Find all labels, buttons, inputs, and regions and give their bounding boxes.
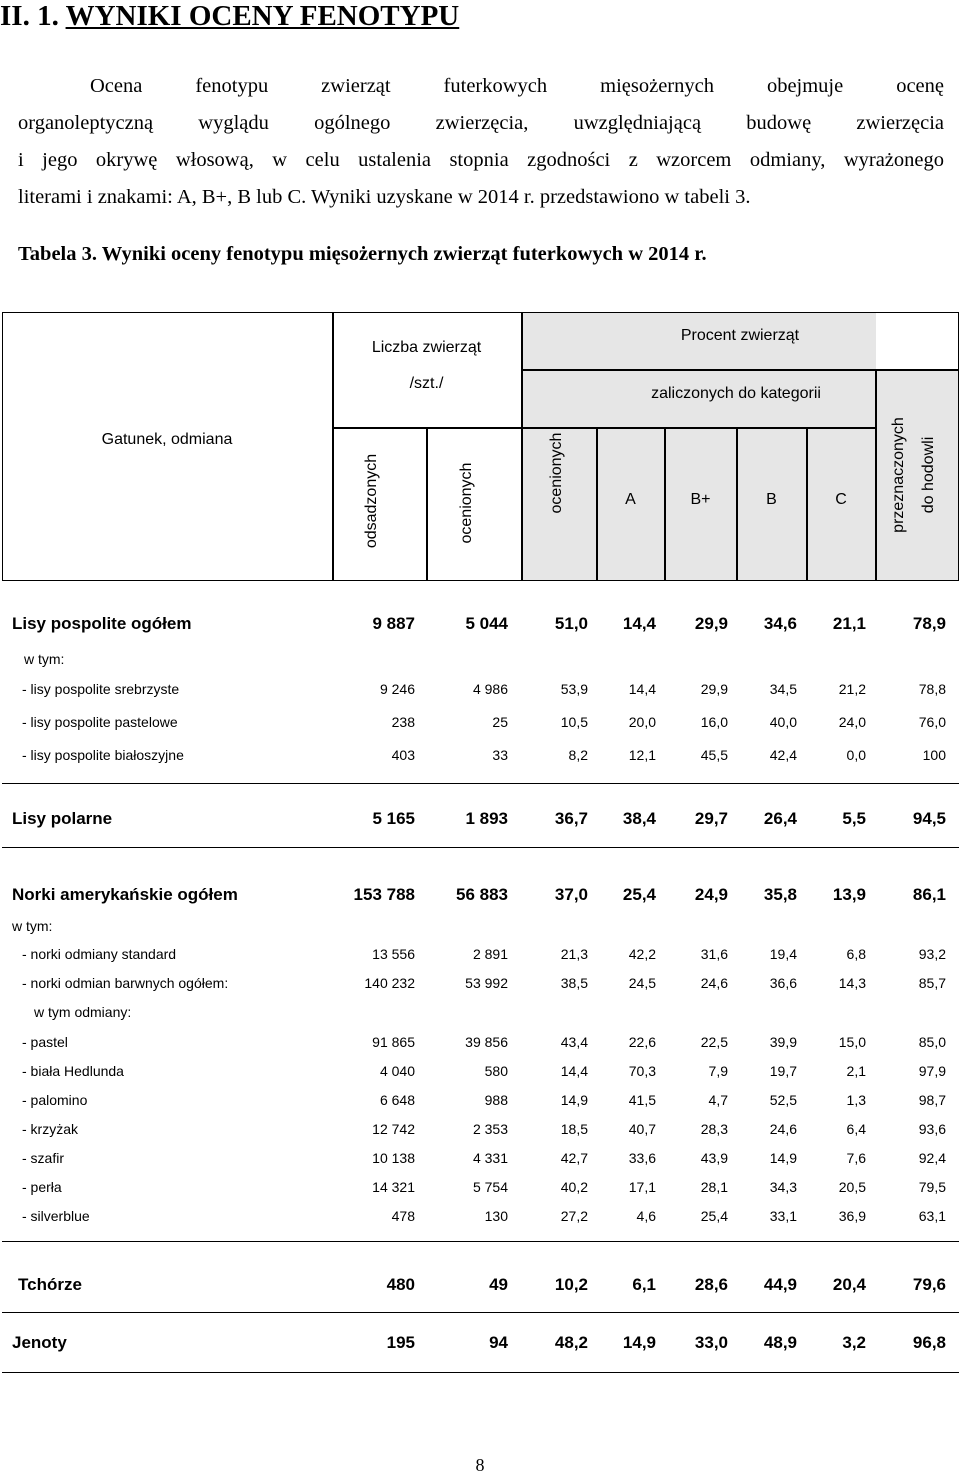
row-value: 36,9: [838, 1208, 866, 1224]
row-value: 7,9: [708, 1063, 728, 1079]
header-breeding-1: przeznaczonych: [890, 417, 907, 533]
row-value: 44,9: [763, 1275, 797, 1294]
row-value: 36,6: [769, 975, 797, 991]
row-value: 10,5: [560, 714, 588, 730]
row-value: 31,6: [700, 946, 728, 962]
header-species: Gatunek, odmiana: [101, 431, 233, 448]
row-label: - palomino: [22, 1092, 88, 1108]
row-value: 29,7: [694, 809, 728, 828]
row-value: 39,9: [769, 1034, 797, 1050]
row-value: 39 856: [465, 1034, 508, 1050]
header-count-group: Liczba zwierząt: [371, 339, 482, 356]
row-value: 33,0: [694, 1333, 728, 1352]
row-value: 480: [386, 1275, 415, 1294]
row-value: 4,7: [708, 1092, 728, 1108]
row-value: 48,2: [554, 1333, 588, 1352]
divider: [521, 312, 523, 581]
header-evaluated-pct: ocenionych: [548, 432, 565, 514]
row-value: 12 742: [372, 1121, 415, 1137]
divider: [332, 427, 876, 429]
row-value: 100: [922, 747, 946, 763]
row-value: 28,1: [700, 1179, 728, 1195]
row-value: 6,8: [846, 946, 866, 962]
row-label: Jenoty: [12, 1333, 67, 1352]
row-value: 28,6: [694, 1275, 728, 1294]
row-value: 19,7: [769, 1063, 797, 1079]
row-value: 40,2: [560, 1179, 588, 1195]
row-value: 8,2: [568, 747, 588, 763]
row-value: 2 353: [472, 1121, 508, 1137]
row-value: 93,2: [918, 946, 946, 962]
row-value: 33,1: [769, 1208, 797, 1224]
row-value: 18,5: [560, 1121, 588, 1137]
row-value: 85,0: [918, 1034, 946, 1050]
row-label: w tym odmiany:: [34, 1004, 132, 1020]
paragraph-line: literami i znakami: A, B+, B lub C. Wyniki uzyskane w 2014 r. przedstawiono w tabeli 3.: [18, 186, 751, 208]
row-label: - norki odmian barwnych ogółem:: [22, 975, 229, 991]
row-value: 19,4: [769, 946, 797, 962]
row-value: 580: [484, 1063, 508, 1079]
row-label: - silverblue: [22, 1208, 90, 1224]
row-value: 4 986: [472, 681, 508, 697]
row-value: 20,0: [628, 714, 656, 730]
row-value: 24,9: [694, 885, 728, 904]
row-label: - perła: [22, 1179, 62, 1195]
row-value: 14,9: [560, 1092, 588, 1108]
row-value: 21,2: [838, 681, 866, 697]
row-value: 24,5: [628, 975, 656, 991]
row-value: 14,4: [628, 681, 656, 697]
row-label: Lisy polarne: [12, 809, 113, 828]
row-value: 1 893: [465, 809, 508, 828]
row-value: 403: [391, 747, 415, 763]
row-value: 43,4: [560, 1034, 588, 1050]
header-evaluated: ocenionych: [458, 462, 475, 544]
row-value: 93,6: [918, 1121, 946, 1137]
row-value: 29,9: [700, 681, 728, 697]
row-value: 43,9: [700, 1150, 728, 1166]
row-value: 6,4: [846, 1121, 866, 1137]
table-group-border: [2, 1259, 959, 1313]
row-value: 96,8: [912, 1333, 946, 1352]
row-label: Lisy pospolite ogółem: [12, 614, 192, 633]
row-value: 6,1: [632, 1275, 656, 1294]
row-value: 7,6: [846, 1150, 866, 1166]
row-value: 17,1: [628, 1179, 656, 1195]
row-value: 70,3: [628, 1063, 656, 1079]
table-caption: Tabela 3. Wyniki oceny fenotypu mięsożernych zwierząt futerkowych w 2014 r.: [18, 243, 707, 265]
row-label: w tym:: [24, 651, 65, 667]
header-cat-a: A: [625, 491, 636, 508]
header-percent-group: Procent zwierząt: [680, 327, 800, 344]
row-value: 78,9: [912, 614, 946, 633]
row-value: 14,4: [560, 1063, 588, 1079]
header-count-unit: /szt./: [409, 375, 444, 392]
row-value: 14,4: [622, 614, 656, 633]
row-value: 24,6: [700, 975, 728, 991]
row-value: 48,9: [763, 1333, 797, 1352]
row-value: 85,7: [918, 975, 946, 991]
row-value: 94: [489, 1333, 508, 1352]
paragraph-line: i jego okrywę włosową, w celu ustalenia stopnia zgodności z wzorcem odmiany, wyrażonego: [18, 149, 944, 171]
header-breeding-2: do hodowli: [920, 436, 937, 514]
row-value: 45,5: [700, 747, 728, 763]
row-label: - biała Hedlunda: [22, 1063, 124, 1079]
row-value: 4 331: [472, 1150, 508, 1166]
row-value: 6 648: [379, 1092, 415, 1108]
row-value: 33: [492, 747, 508, 763]
divider: [521, 369, 959, 371]
row-value: 92,4: [918, 1150, 946, 1166]
row-value: 14,9: [622, 1333, 656, 1352]
row-value: 86,1: [912, 885, 946, 904]
row-value: 1,3: [846, 1092, 866, 1108]
paragraph-line: Ocena fenotypu zwierząt futerkowych mięsożernych obejmuje ocenę: [90, 75, 944, 97]
row-value: 22,5: [700, 1034, 728, 1050]
table-group-border: [2, 795, 959, 848]
section-heading: [0, 0, 459, 32]
row-value: 4 040: [379, 1063, 415, 1079]
row-value: 38,5: [560, 975, 588, 991]
row-value: 153 788: [353, 885, 415, 904]
row-value: 56 883: [456, 885, 508, 904]
row-value: 27,2: [560, 1208, 588, 1224]
row-value: 20,5: [838, 1179, 866, 1195]
row-value: 5,5: [842, 809, 866, 828]
row-value: 42,4: [769, 747, 797, 763]
row-value: 91 865: [372, 1034, 415, 1050]
intro-paragraph: [18, 68, 944, 216]
section-title: WYNIKI OCENY FENOTYPU: [65, 0, 460, 32]
divider: [426, 428, 428, 581]
row-value: 21,3: [560, 946, 588, 962]
row-value: 16,0: [700, 714, 728, 730]
header-cat-c: C: [835, 491, 847, 508]
table-group-border: [2, 853, 959, 1242]
row-value: 40,0: [769, 714, 797, 730]
row-value: 195: [386, 1333, 415, 1352]
header-category-group: zaliczonych do kategorii: [651, 385, 821, 402]
row-value: 140 232: [364, 975, 415, 991]
row-value: 0,0: [846, 747, 866, 763]
row-value: 13,9: [832, 885, 866, 904]
row-value: 25,4: [622, 885, 656, 904]
header-cat-b: B: [766, 491, 777, 508]
row-value: 10 138: [372, 1150, 415, 1166]
row-value: 14 321: [372, 1179, 415, 1195]
row-value: 79,6: [912, 1275, 946, 1294]
row-value: 79,5: [918, 1179, 946, 1195]
row-value: 988: [484, 1092, 508, 1108]
row-value: 78,8: [918, 681, 946, 697]
row-label: - pastel: [22, 1034, 68, 1050]
divider: [875, 370, 877, 581]
section-number: II. 1.: [0, 0, 59, 32]
row-value: 5 165: [372, 809, 415, 828]
table-group-border: [2, 590, 959, 784]
row-value: 5 754: [472, 1179, 508, 1195]
row-value: 2 891: [472, 946, 508, 962]
row-label: - lisy pospolite srebrzyste: [22, 681, 180, 697]
row-value: 14,9: [769, 1150, 797, 1166]
row-value: 24,0: [838, 714, 866, 730]
row-value: 40,7: [628, 1121, 656, 1137]
row-value: 4,6: [636, 1208, 656, 1224]
row-value: 41,5: [628, 1092, 656, 1108]
row-value: 25: [492, 714, 508, 730]
row-value: 63,1: [918, 1208, 946, 1224]
row-label: - lisy pospolite białoszyjne: [22, 747, 184, 763]
row-value: 29,9: [694, 614, 728, 633]
header-weaned: odsadzonych: [363, 453, 380, 549]
row-value: 3,2: [842, 1333, 866, 1352]
header-cat-bplus: B+: [690, 491, 711, 508]
row-value: 25,4: [700, 1208, 728, 1224]
row-value: 35,8: [763, 885, 797, 904]
row-value: 238: [391, 714, 415, 730]
row-value: 2,1: [846, 1063, 866, 1079]
row-value: 15,0: [838, 1034, 866, 1050]
row-label: - krzyżak: [22, 1121, 78, 1137]
row-value: 34,3: [769, 1179, 797, 1195]
row-value: 34,5: [769, 681, 797, 697]
row-value: 26,4: [763, 809, 797, 828]
row-value: 21,1: [832, 614, 866, 633]
row-value: 98,7: [918, 1092, 946, 1108]
row-value: 76,0: [918, 714, 946, 730]
row-value: 22,6: [628, 1034, 656, 1050]
row-label: Norki amerykańskie ogółem: [12, 885, 238, 904]
row-value: 12,1: [628, 747, 656, 763]
row-value: 42,7: [560, 1150, 588, 1166]
row-value: 10,2: [554, 1275, 588, 1294]
row-value: 53 992: [465, 975, 508, 991]
row-value: 130: [484, 1208, 508, 1224]
row-value: 94,5: [912, 809, 946, 828]
row-value: 14,3: [838, 975, 866, 991]
row-value: 38,4: [622, 809, 656, 828]
row-value: 28,3: [700, 1121, 728, 1137]
table-group-border: [2, 1317, 959, 1373]
row-value: 34,6: [763, 614, 797, 633]
row-value: 13 556: [372, 946, 415, 962]
row-value: 52,5: [769, 1092, 797, 1108]
row-value: 51,0: [554, 614, 588, 633]
row-value: 37,0: [554, 885, 588, 904]
row-value: 53,9: [560, 681, 588, 697]
row-value: 24,6: [769, 1121, 797, 1137]
row-label: - szafir: [22, 1150, 64, 1166]
row-value: 5 044: [465, 614, 508, 633]
row-value: 9 246: [379, 681, 415, 697]
paragraph-line: organoleptyczną wyglądu ogólnego zwierzęcia, uwzględniającą budowę zwierzęcia: [18, 112, 944, 134]
row-value: 36,7: [554, 809, 588, 828]
row-value: 9 887: [372, 614, 415, 633]
row-value: 97,9: [918, 1063, 946, 1079]
row-value: 33,6: [628, 1150, 656, 1166]
row-label: w tym:: [12, 918, 53, 934]
row-value: 42,2: [628, 946, 656, 962]
row-value: 20,4: [832, 1275, 866, 1294]
row-label: - lisy pospolite pastelowe: [22, 714, 178, 730]
page-number: 8: [475, 1455, 485, 1475]
row-label: - norki odmiany standard: [22, 946, 177, 962]
row-label: Tchórze: [18, 1275, 82, 1294]
row-value: 478: [391, 1208, 415, 1224]
row-value: 49: [489, 1275, 508, 1294]
